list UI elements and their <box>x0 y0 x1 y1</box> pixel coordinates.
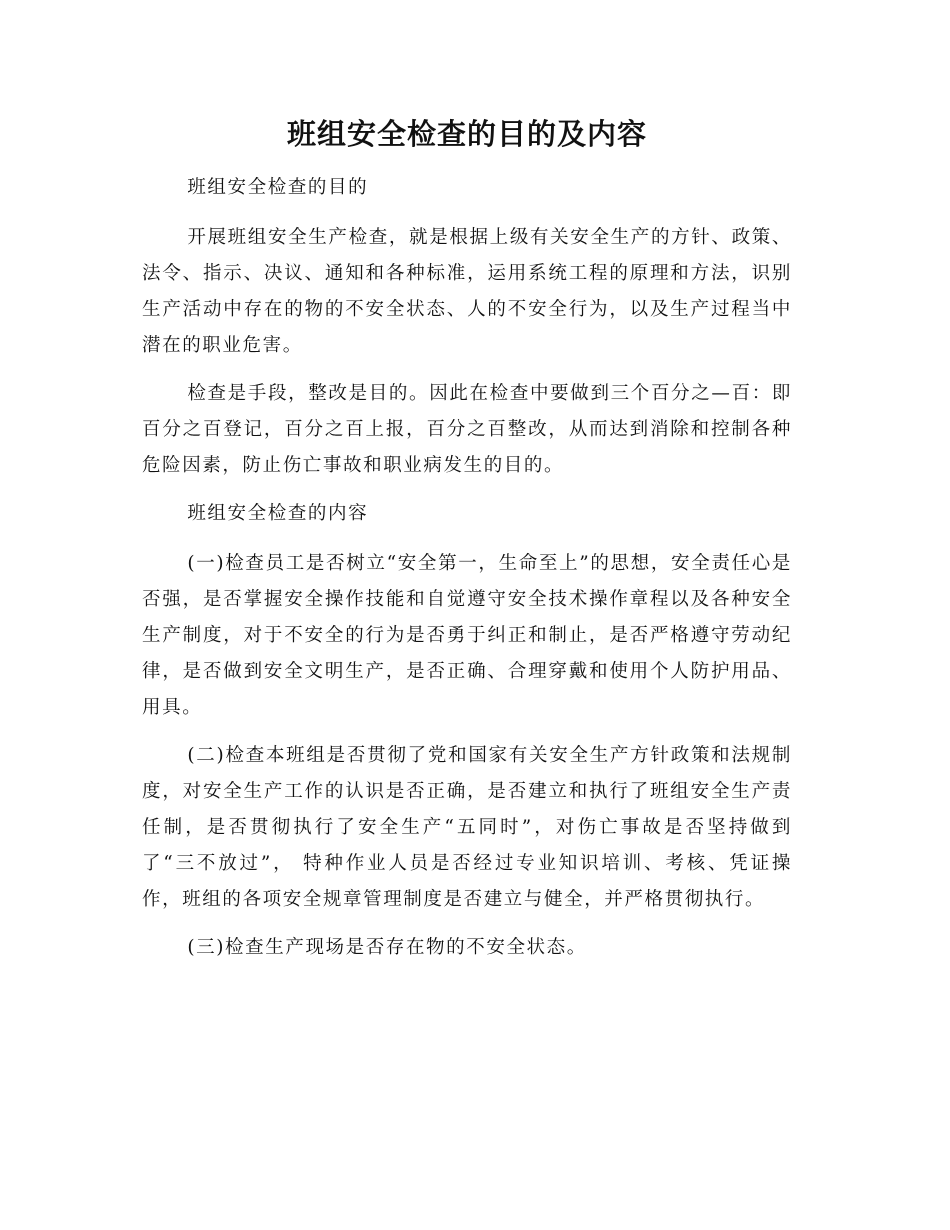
section-heading-purpose: 班组安全检查的目的 <box>187 177 369 198</box>
section-heading-content: 班组安全检查的内容 <box>187 503 369 524</box>
paragraph-purpose-goal: 检查是手段，整改是目的。因此在检查中要做到三个百分之—百：即百分之百登记，百分之百上报，百分之百整改，从而达到消除和控制各种危险因素，防止伤亡事故和职业病发生的目的。 <box>142 383 792 476</box>
paragraph-content-item-3: (三)检查生产现场是否存在物的不安全状态。 <box>187 937 587 958</box>
paragraph-content-item-1: (一)检查员工是否树立“安全第一，生命至上”的思想，安全责任心是否强，是否掌握安全操作技能和自觉遵守安全技术操作章程以及各种安全生产制度，对于不安全的行为是否勇于纠正和制止，是否严格遵守劳动纪律，是否做到安全文明生产，是否正确、合理穿戴和使用个人防护用品、用具。 <box>142 553 792 718</box>
paragraph-content-item-2: (二)检查本班组是否贯彻了党和国家有关安全生产方针政策和法规制度，对安全生产工作的认识是否正确，是否建立和执行了班组安全生产责任制，是否贯彻执行了安全生产“五同时”，对伤亡事故是否坚持做到了“三不放过”， 特种作业人员是否经过专业知识培训、考核、凭证操作，班组的各项安全规章管理制度是否建立与健全，并严格贯彻执行。 <box>142 745 792 910</box>
document-title: 班组安全检查的目的及内容 <box>286 117 647 151</box>
paragraph-purpose-definition: 开展班组安全生产检查，就是根据上级有关安全生产的方针、政策、法令、指示、决议、通知和各种标准，运用系统工程的原理和方法，识别生产活动中存在的物的不安全状态、人的不安全行为，以及生产过程当中潜在的职业危害。 <box>142 227 792 356</box>
document-page <box>142 112 792 978</box>
